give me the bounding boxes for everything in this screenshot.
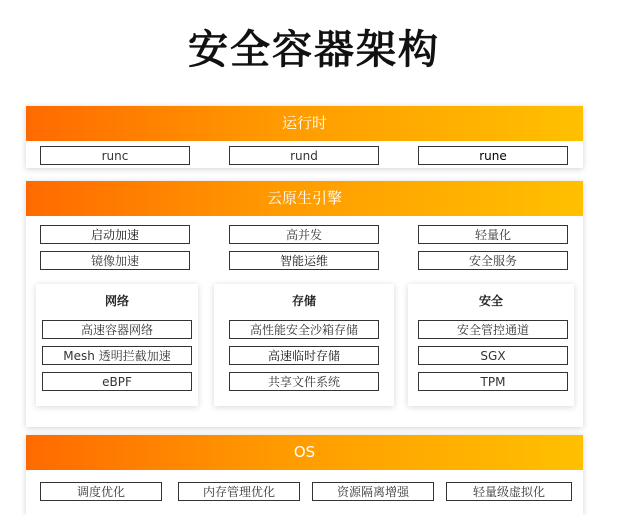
storage-item: 共享文件系统 — [229, 372, 379, 391]
security-item: TPM — [418, 372, 568, 391]
network-item: Mesh 透明拦截加速 — [42, 346, 192, 365]
os-item-scheduling: 调度优化 — [40, 482, 162, 501]
feature-item-lightweight: 轻量化 — [418, 225, 568, 244]
os-header: OS — [26, 435, 583, 470]
runtime-header: 运行时 — [26, 106, 583, 141]
security-item: 安全管控通道 — [418, 320, 568, 339]
security-column — [408, 284, 574, 406]
os-item-virtualization: 轻量级虚拟化 — [446, 482, 572, 501]
network-item: 高速容器网络 — [42, 320, 192, 339]
runtime-item-rune: rune — [418, 146, 568, 165]
feature-item-security-services: 安全服务 — [418, 251, 568, 270]
network-column-title: 网络 — [104, 294, 129, 308]
feature-item-smart-ops: 智能运维 — [229, 251, 379, 270]
feature-item-high-concurrency: 高并发 — [229, 225, 379, 244]
cloud-native-header: 云原生引擎 — [26, 181, 583, 216]
cloud-native-section — [26, 181, 583, 427]
runtime-item-runc: runc — [40, 146, 190, 165]
os-item-isolation: 资源隔离增强 — [312, 482, 434, 501]
storage-item: 高速临时存储 — [229, 346, 379, 365]
network-column — [36, 284, 198, 406]
os-section — [26, 435, 583, 515]
network-item: eBPF — [42, 372, 192, 391]
feature-item-image-acceleration: 镜像加速 — [40, 251, 190, 270]
runtime-item-rund: rund — [229, 146, 379, 165]
page-title: 安全容器架构 — [188, 27, 440, 73]
storage-column-title: 存储 — [291, 294, 316, 308]
storage-column — [214, 284, 394, 406]
os-item-memory: 内存管理优化 — [178, 482, 300, 501]
runtime-section — [26, 106, 583, 168]
security-column-title: 安全 — [478, 294, 503, 308]
storage-item: 高性能安全沙箱存储 — [229, 320, 379, 339]
security-item: SGX — [418, 346, 568, 365]
feature-item-startup-acceleration: 启动加速 — [40, 225, 190, 244]
